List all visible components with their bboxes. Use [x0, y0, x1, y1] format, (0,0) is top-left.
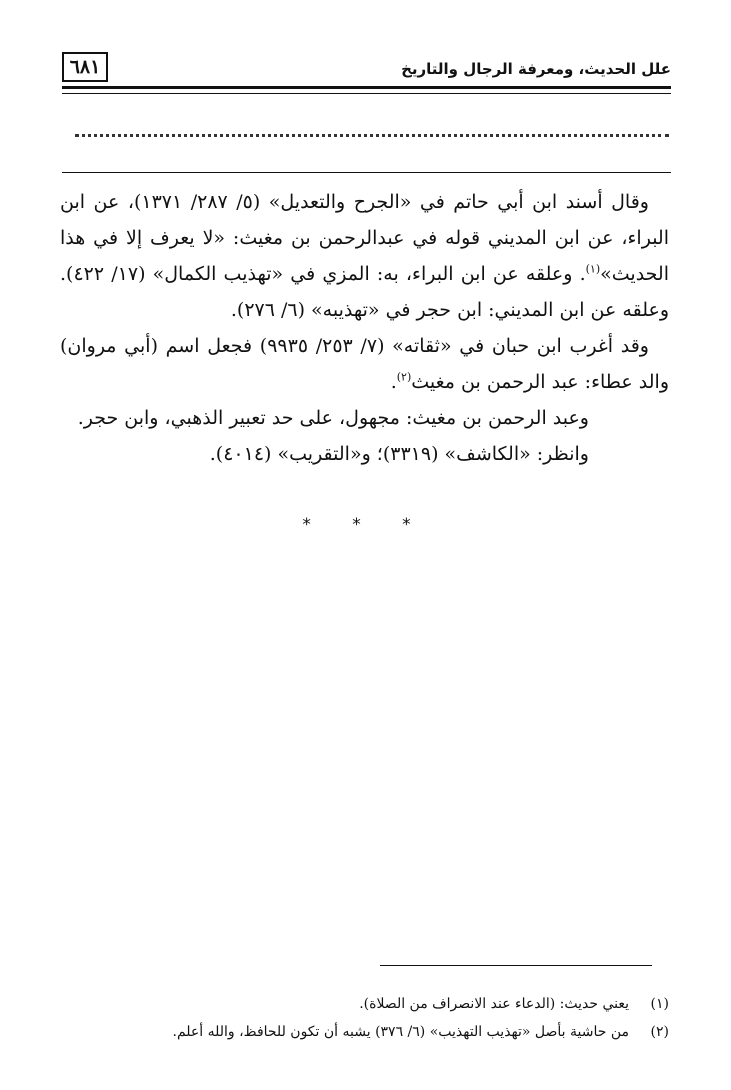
para3-line2: وانظر: «الكاشف» (٣٣١٩)؛ و«التقريب» (٤٠١٤).: [209, 443, 589, 465]
main-text: [60, 184, 669, 472]
paragraph-1: [60, 184, 669, 328]
header-rule-thin: [62, 93, 671, 94]
paragraph-4: [60, 436, 669, 472]
para1-line2: البراء، عن ابن المديني قوله في عبدالرحمن بن مغيث: «لا يعرف إلا في هذا: [60, 227, 669, 249]
footnote-2: [60, 1018, 669, 1046]
footnote-ref-2[interactable]: (٢): [396, 370, 412, 384]
footnote-ref-1[interactable]: (١): [585, 262, 601, 276]
footnotes: [60, 990, 669, 1046]
footnote-1-text: يعني حديث: (الدعاء عند الانصراف من الصلاة).: [359, 996, 629, 1012]
para1-line4: عن ابن المديني: ابن حجر في «تهذيبه» (٦/ ٢٧٦).: [230, 299, 617, 321]
para1-line3b: . وعلقه عن ابن البراء، به: المزي في «تهذيب الكمال» (١٧/ ٤٢٢). وعلقه: [60, 263, 669, 321]
para2-line2a: عطاء: عبد الرحمن بن مغيث: [411, 371, 633, 393]
footnote-rule: [380, 965, 652, 966]
paragraph-2: [60, 328, 669, 400]
para2-line1: وقد أغرب ابن حبان في «ثقاته» (٧/ ٢٥٣/ ٩٩٣٥) فجعل اسم (أبي مروان) والد: [60, 335, 669, 393]
page-number: ٦٨١: [62, 52, 108, 82]
section-stars: * * *: [302, 515, 429, 535]
dotted-separator: [75, 124, 669, 137]
para3-line1: وعبد الرحمن بن مغيث: مجهول، على حد تعبير الذهبي، وابن حجر.: [77, 407, 589, 429]
para1-line1: وقال أسند ابن أبي حاتم في «الجرح والتعديل» (٥/ ٢٨٧/ ١٣٧١)، عن ابن: [60, 191, 649, 213]
para1-line3a: الحديث»: [600, 263, 669, 285]
running-title: علل الحديث، ومعرفة الرجال والتاريخ: [401, 60, 671, 78]
footnote-1: [60, 990, 669, 1018]
paragraph-3: [60, 400, 669, 436]
footnote-2-mark: (٢): [650, 1024, 669, 1040]
footnote-2-text: من حاشية بأصل «تهذيب التهذيب» (٦/ ٣٧٦) يشبه أن تكون للحافظ، والله أعلم.: [172, 1024, 629, 1040]
footnote-1-mark: (١): [650, 996, 669, 1012]
header-rule-thick: [62, 86, 671, 89]
para2-line2b: .: [390, 371, 397, 393]
section-rule: [62, 172, 671, 173]
